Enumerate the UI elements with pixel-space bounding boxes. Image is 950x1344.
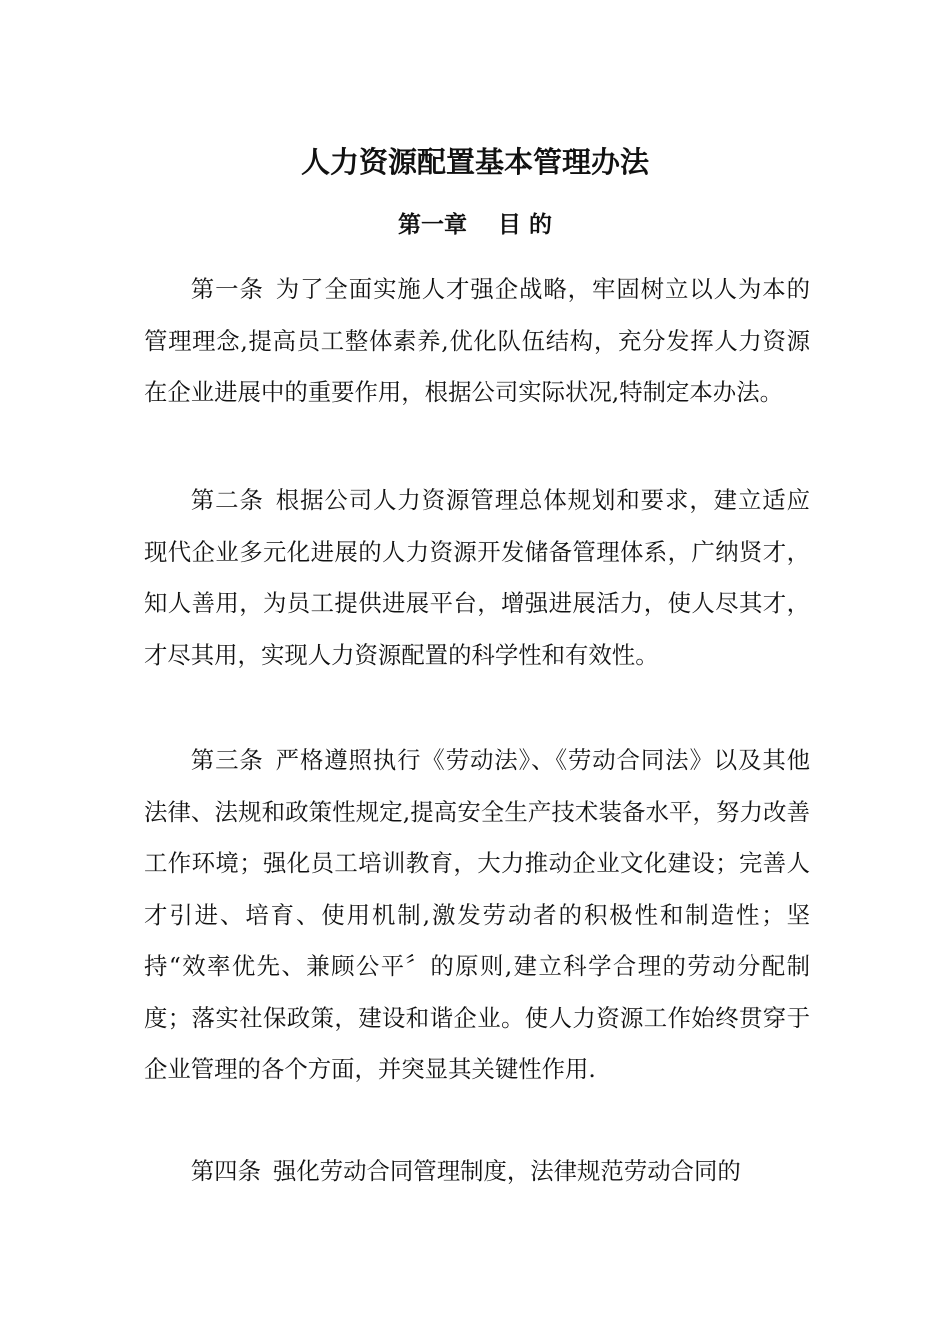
article-text: 严格遵照执行《劳动法》、《劳动合同法》以及其他法律、法规和政策性规定,提高安全生产技术装备水平，努力改善工作环境；强化员工培训教育，大力推动企业文化建设；完善人才引进、培育、使用机制,激发劳动者的积极性和制造性；坚持“效率优先、兼顾公平〞的原则,建立科学合理的劳动分配制度；落实社保政策，建设和谐企业。使人力资源工作始终贯穿于企业管理的各个方面，并突显其关键性作用.: [144, 746, 810, 1083]
document-title: 人力资源配置基本管理办法: [300, 145, 649, 179]
article-label: 第四条: [190, 1157, 261, 1185]
article-text: 根据公司人力资源管理总体规划和要求，建立适应现代企业多元化进展的人力资源开发储备管理体系，广纳贤才，知人善用，为员工提供进展平台，增强进展活力，使人尽其才，才尽其用，实现人力资源配置的科学性和有效性。: [144, 486, 811, 669]
article-text: 强化劳动合同管理制度，法律规范劳动合同的: [272, 1157, 741, 1185]
article-paragraph: [144, 475, 810, 681]
article-paragraph: [144, 735, 810, 1096]
article-paragraph: [144, 1146, 810, 1198]
article-label: 第三条: [190, 746, 264, 774]
article-label: 第一条: [190, 275, 264, 303]
article-paragraph: [144, 264, 810, 419]
article-text: 为了全面实施人才强企战略，牢固树立以人为本的管理理念,提高员工整体素养,优化队伍结构，充分发挥人力资源在企业进展中的重要作用，根据公司实际状况,特制定本办法。: [144, 275, 811, 406]
chapter-heading: 第一章 目 的: [397, 211, 552, 238]
article-label: 第二条: [190, 486, 264, 514]
